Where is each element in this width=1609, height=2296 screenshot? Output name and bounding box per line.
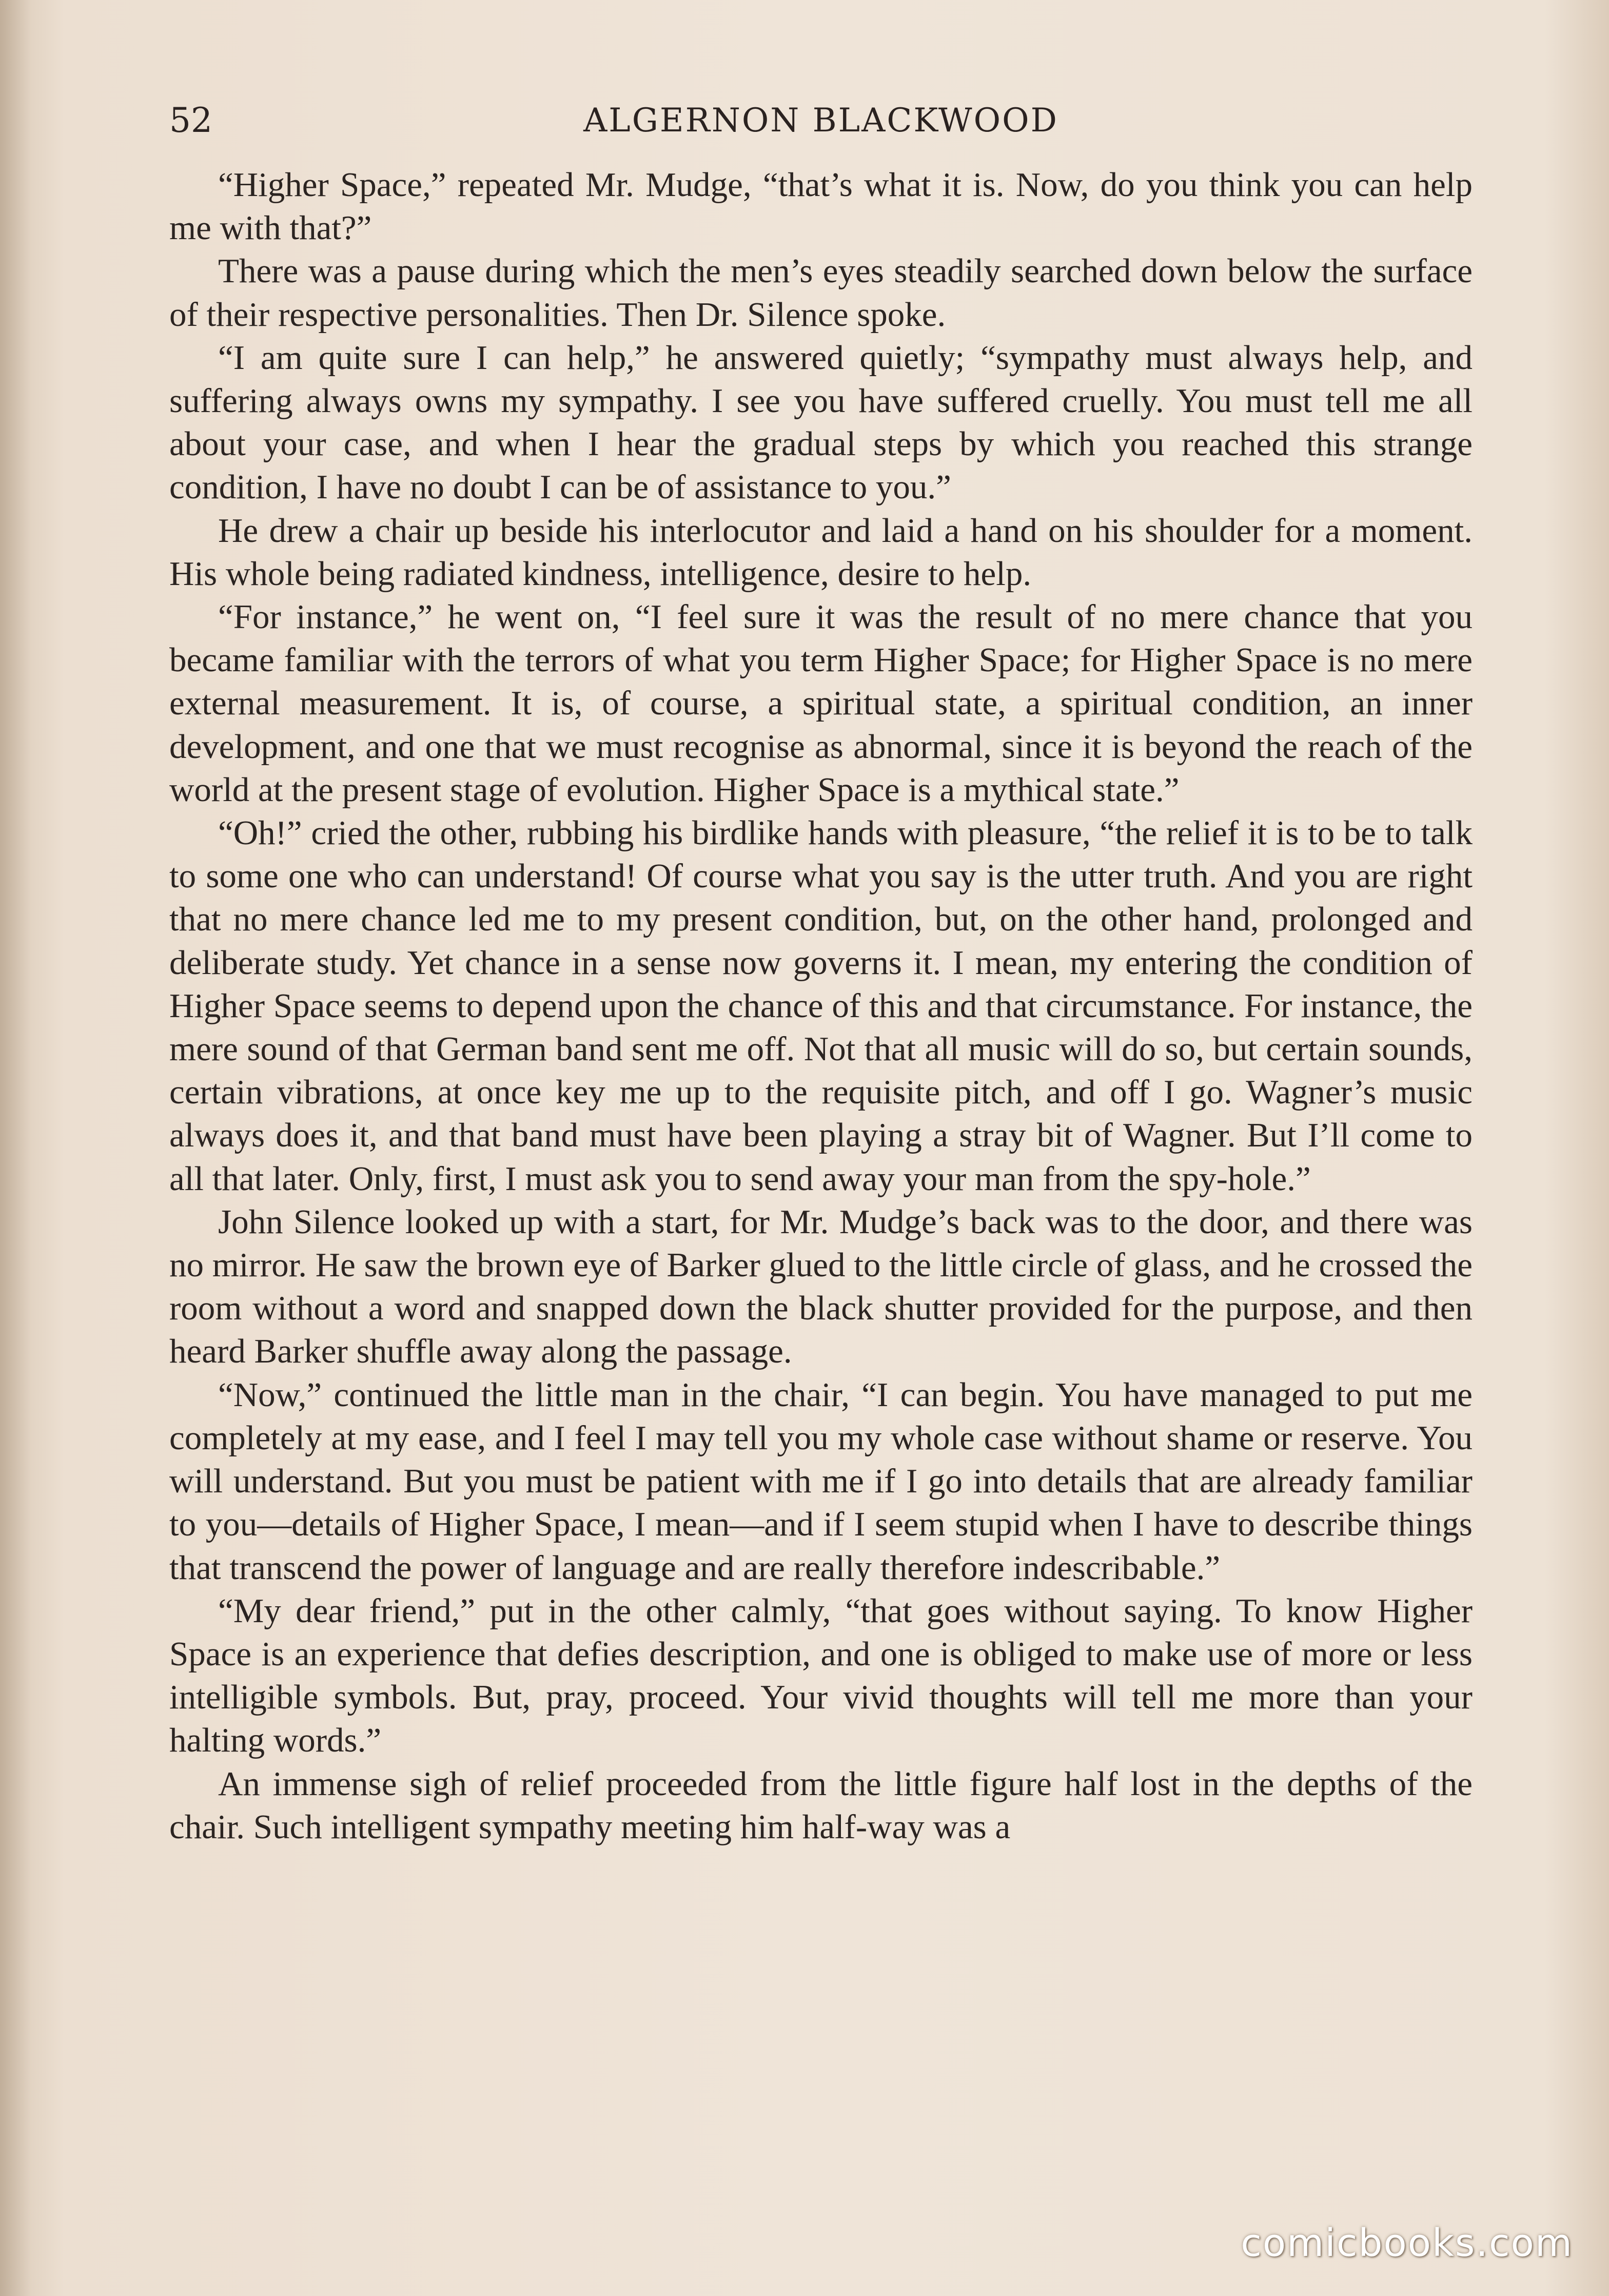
body-text xyxy=(169,163,1473,1849)
running-head: ALGERNON BLACKWOOD xyxy=(583,102,1058,140)
paragraph: There was a pause during which the men’s eyes steadily searched down below the surface of their respective personalities. Then Dr. Silence spoke. xyxy=(169,252,1473,334)
paragraph: “Now,” continued the little man in the chair, “I can begin. You have managed to put me completely at my ease, and I feel I may tell you my whole case without shame or reserve. You will understand. But you must be patient with me if I go into details that are already familiar to you—details of Higher Space, I mean—and if I seem stupid when I have to describe things that transcend the power of language and are really therefore indescribable.” xyxy=(169,1375,1473,1587)
page-header xyxy=(169,95,1473,146)
page-edge-shadow xyxy=(0,0,31,2296)
paragraph: “My dear friend,” put in the other calmly, “that goes without saying. To know Higher Space is an experience that defies description, and one is obliged to make use of more or less intelligible symbols. But, pray, proceed. Your vivid thoughts will tell me more than your halting words.” xyxy=(169,1591,1473,1760)
paragraph: He drew a chair up beside his interlocutor and laid a hand on his shoulder for a moment. His whole being radiated kindness, intelligence, desire to help. xyxy=(169,511,1473,593)
watermark: comicbooks.com xyxy=(1241,2221,1573,2265)
paragraph: “For instance,” he went on, “I feel sure it was the result of no mere chance that you became familiar with the terrors of what you term Higher Space; for Higher Space is no mere external measurement. It is, of course, a spiritual state, a spiritual condition, an inner development, and one that we must recognise as abnormal, since it is beyond the reach of the world at the present stage of evolution. Higher Space is a mythical state.” xyxy=(169,598,1473,809)
paragraph: “Higher Space,” repeated Mr. Mudge, “that’s what it is. Now, do you think you can help me with that?” xyxy=(169,166,1473,247)
paragraph: “Oh!” cried the other, rubbing his birdlike hands with pleasure, “the relief it is to be to talk to some one who can understand! Of course what you say is the utter truth. And you are right that no mere chance led me to my present condition, but, on the other hand, prolonged and deliberate study. Yet chance in a sense now governs it. I mean, my entering the condition of Higher Space seems to depend upon the chance of this and that circumstance. For instance, the mere sound of that German band sent me off. Not that all music will do so, but certain sounds, certain vibrations, at once key me up to the requisite pitch, and off I go. Wagner’s music always does it, and that band must have been playing a stray bit of Wagner. But I’ll come to all that later. Only, first, I must ask you to send away your man from the spy-hole.” xyxy=(169,814,1473,1198)
paragraph: “I am quite sure I can help,” he answered quietly; “sympathy must always help, and suffering always owns my sympathy. I see you have suffered cruelly. You must tell me all about your case, and when I hear the gradual steps by which you reached this strange condition, I have no doubt I can be of assistance to you.” xyxy=(169,338,1473,507)
page-number: 52 xyxy=(169,101,212,140)
paragraph: An immense sigh of relief proceeded from the little figure half lost in the depths of the chair. Such intelligent sympathy meeting him half-way was a xyxy=(169,1764,1473,1846)
paragraph: John Silence looked up with a start, for Mr. Mudge’s back was to the door, and there was no mirror. He saw the brown eye of Barker glued to the little circle of glass, and he crossed the room without a word and snapped down the black shutter provided for the purpose, and then heard Barker shuffle away along the passage. xyxy=(169,1202,1473,1371)
